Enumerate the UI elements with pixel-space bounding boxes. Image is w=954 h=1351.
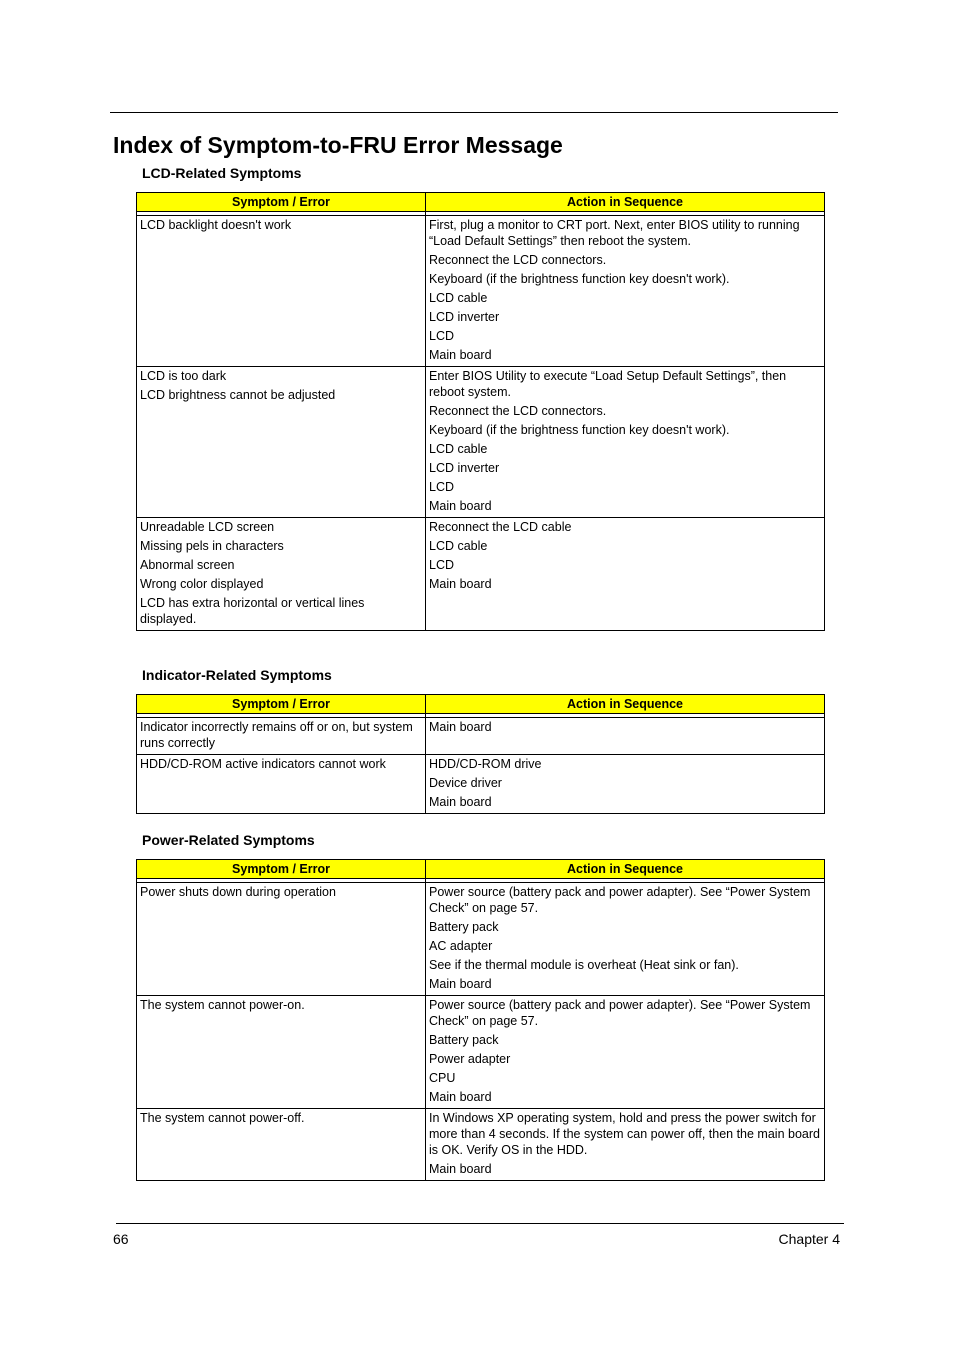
section-heading-power: Power-Related Symptoms — [142, 832, 315, 848]
action-column-header: Action in Sequence — [426, 193, 825, 212]
action-step: LCD — [429, 329, 455, 343]
symptom-text: LCD has extra horizontal or vertical lines displayed. — [140, 596, 365, 626]
action-step: LCD — [429, 558, 455, 572]
table-row — [137, 718, 825, 755]
action-step: Power adapter — [429, 1052, 511, 1066]
action-cell — [426, 755, 825, 814]
action-step: LCD — [429, 480, 455, 494]
action-cell — [426, 216, 825, 367]
table-row — [137, 1109, 825, 1181]
symptom-text: The system cannot power-off. — [140, 1111, 305, 1125]
action-step: Keyboard (if the brightness function key doesn't work). — [429, 272, 730, 286]
table-row — [137, 216, 825, 367]
section-heading-lcd: LCD-Related Symptoms — [142, 165, 302, 181]
action-step: Main board — [429, 720, 492, 734]
table-row — [137, 518, 825, 631]
symptom-column-header: Symptom / Error — [137, 860, 426, 879]
action-step: LCD cable — [429, 291, 488, 305]
action-step: Device driver — [429, 776, 502, 790]
action-step: Main board — [429, 1162, 492, 1176]
symptom-cell — [137, 367, 426, 518]
action-step: LCD inverter — [429, 310, 500, 324]
symptom-column-header: Symptom / Error — [137, 695, 426, 714]
table-row — [137, 755, 825, 814]
action-step: Battery pack — [429, 1033, 499, 1047]
symptom-cell — [137, 518, 426, 631]
symptom-cell — [137, 755, 426, 814]
footer-rule — [116, 1223, 844, 1224]
indicator-symptom-table — [136, 694, 825, 814]
action-step: Power source (battery pack and power adapter). See “Power System Check” on page 57. — [429, 885, 811, 915]
action-cell — [426, 718, 825, 755]
symptom-cell — [137, 996, 426, 1109]
symptom-column-header: Symptom / Error — [137, 193, 426, 212]
symptom-text: Abnormal screen — [140, 558, 235, 572]
action-cell — [426, 518, 825, 631]
symptom-text: Unreadable LCD screen — [140, 520, 275, 534]
power-symptom-table — [136, 859, 825, 1181]
action-step: Reconnect the LCD cable — [429, 520, 572, 534]
symptom-text: HDD/CD-ROM active indicators cannot work — [140, 757, 386, 771]
action-step: First, plug a monitor to CRT port. Next, enter BIOS utility to running “Load Default Settings” then reboot the system. — [429, 218, 800, 248]
action-step: Battery pack — [429, 920, 499, 934]
symptom-text: Indicator incorrectly remains off or on, but system runs correctly — [140, 720, 413, 750]
symptom-text: LCD brightness cannot be adjusted — [140, 388, 336, 402]
action-step: Main board — [429, 499, 492, 513]
table-row — [137, 883, 825, 996]
action-step: Main board — [429, 1090, 492, 1104]
action-cell — [426, 1109, 825, 1181]
action-step: See if the thermal module is overheat (Heat sink or fan). — [429, 958, 739, 972]
action-step: Enter BIOS Utility to execute “Load Setup Default Settings”, then reboot system. — [429, 369, 787, 399]
symptom-text: Wrong color displayed — [140, 577, 264, 591]
page-title: Index of Symptom-to-FRU Error Message — [113, 132, 563, 158]
section-heading-indicator: Indicator-Related Symptoms — [142, 667, 332, 683]
symptom-text: The system cannot power-on. — [140, 998, 305, 1012]
action-step: Main board — [429, 977, 492, 991]
header-rule — [110, 112, 838, 113]
action-step: LCD inverter — [429, 461, 500, 475]
action-step: Keyboard (if the brightness function key doesn't work). — [429, 423, 730, 437]
action-step: Power source (battery pack and power adapter). See “Power System Check” on page 57. — [429, 998, 811, 1028]
symptom-cell — [137, 718, 426, 755]
table-body — [137, 212, 825, 631]
action-cell — [426, 996, 825, 1109]
action-cell — [426, 883, 825, 996]
action-step: In Windows XP operating system, hold and press the power switch for more than 4 seconds. If the system can power off, then the main board is OK. Verify OS in the HDD. — [429, 1111, 820, 1157]
table-row — [137, 367, 825, 518]
table-body — [137, 714, 825, 814]
footer-page-number: 66 — [113, 1231, 129, 1247]
action-step: Reconnect the LCD connectors. — [429, 404, 607, 418]
action-step: HDD/CD-ROM drive — [429, 757, 542, 771]
action-step: LCD cable — [429, 539, 488, 553]
lcd-symptom-table — [136, 192, 825, 631]
action-step: Main board — [429, 795, 492, 809]
symptom-cell — [137, 883, 426, 996]
symptom-text: Missing pels in characters — [140, 539, 284, 553]
action-column-header: Action in Sequence — [426, 860, 825, 879]
symptom-text: LCD backlight doesn't work — [140, 218, 292, 232]
symptom-cell — [137, 216, 426, 367]
action-step: Main board — [429, 348, 492, 362]
action-step: Main board — [429, 577, 492, 591]
symptom-text: Power shuts down during operation — [140, 885, 336, 899]
action-step: LCD cable — [429, 442, 488, 456]
symptom-cell — [137, 1109, 426, 1181]
symptom-text: LCD is too dark — [140, 369, 227, 383]
action-step: AC adapter — [429, 939, 493, 953]
action-cell — [426, 367, 825, 518]
table-row — [137, 996, 825, 1109]
action-column-header: Action in Sequence — [426, 695, 825, 714]
action-step: Reconnect the LCD connectors. — [429, 253, 607, 267]
table-body — [137, 879, 825, 1181]
action-step: CPU — [429, 1071, 456, 1085]
footer-chapter: Chapter 4 — [778, 1231, 840, 1247]
